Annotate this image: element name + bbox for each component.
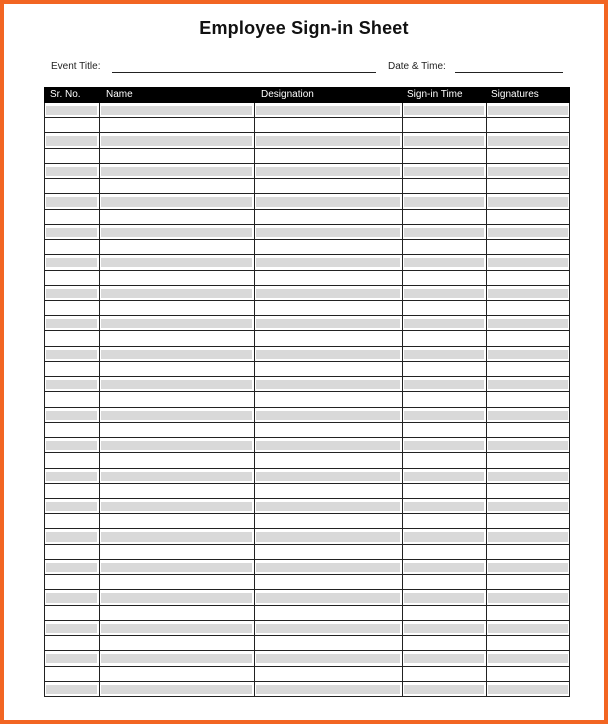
table-cell-name[interactable] [101, 106, 252, 115]
table-cell-sr-no[interactable] [46, 167, 97, 176]
table-cell-sign-in-time[interactable] [402, 392, 486, 407]
table-cell-sign-in-time[interactable] [404, 228, 484, 237]
table-cell-sign-in-time[interactable] [404, 563, 484, 572]
table-cell-sign-in-time[interactable] [402, 484, 486, 499]
table-cell-designation[interactable] [256, 380, 400, 389]
table-cell-sr-no[interactable] [46, 319, 97, 328]
table-cell-designation[interactable] [256, 319, 400, 328]
table-cell-name[interactable] [101, 532, 252, 541]
table-row [44, 636, 570, 651]
table-cell-name[interactable] [99, 667, 254, 682]
table-cell-signature[interactable] [486, 423, 570, 438]
table-cell-signature[interactable] [488, 350, 568, 359]
table-cell-signature[interactable] [486, 545, 570, 560]
table-cell-sr-no[interactable] [46, 106, 97, 115]
table-cell-name[interactable] [99, 331, 254, 346]
table-cell-sign-in-time[interactable] [402, 240, 486, 255]
table-cell-signature[interactable] [488, 167, 568, 176]
table-row [44, 560, 570, 575]
table-cell-signature[interactable] [486, 667, 570, 682]
table-cell-name[interactable] [101, 411, 252, 420]
table-cell-signature[interactable] [488, 136, 568, 145]
table-cell-sr-no[interactable] [44, 423, 99, 438]
table-row [44, 301, 570, 316]
table-cell-designation[interactable] [254, 331, 402, 346]
table-cell-sr-no[interactable] [44, 484, 99, 499]
table-cell-designation[interactable] [256, 441, 400, 450]
table-cell-name[interactable] [99, 423, 254, 438]
event-title-label: Event Title: [51, 61, 101, 72]
table-cell-sr-no[interactable] [46, 532, 97, 541]
table-row [44, 408, 570, 423]
table-cell-sign-in-time[interactable] [404, 350, 484, 359]
table-cell-sr-no[interactable] [46, 228, 97, 237]
table-cell-sr-no[interactable] [46, 593, 97, 602]
table-row [44, 423, 570, 438]
table-cell-name[interactable] [99, 606, 254, 621]
table-cell-sr-no[interactable] [46, 441, 97, 450]
table-cell-sr-no[interactable] [44, 392, 99, 407]
table-cell-sr-no[interactable] [46, 685, 97, 694]
table-cell-sr-no[interactable] [46, 197, 97, 206]
date-time-field[interactable] [388, 61, 446, 72]
table-cell-sr-no[interactable] [44, 545, 99, 560]
table-cell-designation[interactable] [254, 423, 402, 438]
table-cell-signature[interactable] [488, 472, 568, 481]
table-row [44, 225, 570, 240]
table-cell-name[interactable] [101, 654, 252, 663]
table-cell-sr-no[interactable] [44, 453, 99, 468]
table-cell-name[interactable] [101, 289, 252, 298]
table-cell-designation[interactable] [256, 472, 400, 481]
table-cell-designation[interactable] [254, 118, 402, 133]
table-cell-designation[interactable] [254, 484, 402, 499]
table-cell-name[interactable] [101, 319, 252, 328]
table-cell-signature[interactable] [488, 319, 568, 328]
table-cell-signature[interactable] [488, 106, 568, 115]
table-row [44, 545, 570, 560]
table-cell-designation[interactable] [254, 636, 402, 651]
table-cell-designation[interactable] [254, 271, 402, 286]
table-cell-sign-in-time[interactable] [404, 380, 484, 389]
table-cell-signature[interactable] [486, 210, 570, 225]
table-cell-sr-no[interactable] [46, 472, 97, 481]
table-cell-sign-in-time[interactable] [404, 319, 484, 328]
table-cell-sign-in-time[interactable] [402, 210, 486, 225]
table-cell-designation[interactable] [256, 563, 400, 572]
table-cell-sr-no[interactable] [46, 502, 97, 511]
table-row [44, 164, 570, 179]
table-cell-signature[interactable] [486, 301, 570, 316]
event-title-line[interactable] [112, 72, 376, 73]
table-cell-sign-in-time[interactable] [404, 593, 484, 602]
table-cell-designation[interactable] [256, 685, 400, 694]
table-cell-signature[interactable] [488, 624, 568, 633]
table-cell-name[interactable] [99, 362, 254, 377]
table-cell-signature[interactable] [486, 179, 570, 194]
table-cell-sr-no[interactable] [44, 240, 99, 255]
table-cell-signature[interactable] [488, 228, 568, 237]
table-cell-sign-in-time[interactable] [404, 624, 484, 633]
table-cell-sign-in-time[interactable] [402, 423, 486, 438]
table-cell-designation[interactable] [254, 149, 402, 164]
table-cell-sr-no[interactable] [44, 575, 99, 590]
column-divider [486, 103, 487, 697]
table-cell-designation[interactable] [256, 411, 400, 420]
table-row [44, 149, 570, 164]
table-cell-designation[interactable] [254, 575, 402, 590]
column-divider [99, 103, 100, 697]
table-cell-signature[interactable] [486, 453, 570, 468]
table-cell-sign-in-time[interactable] [402, 179, 486, 194]
table-cell-signature[interactable] [486, 575, 570, 590]
table-cell-designation[interactable] [254, 392, 402, 407]
table-cell-sign-in-time[interactable] [404, 654, 484, 663]
table-cell-sign-in-time[interactable] [402, 118, 486, 133]
table-cell-sign-in-time[interactable] [402, 636, 486, 651]
table-cell-signature[interactable] [488, 289, 568, 298]
table-cell-signature[interactable] [486, 636, 570, 651]
table-cell-name[interactable] [101, 593, 252, 602]
table-cell-signature[interactable] [488, 685, 568, 694]
table-cell-sign-in-time[interactable] [404, 258, 484, 267]
table-cell-signature[interactable] [488, 380, 568, 389]
col-header-sign-in-time: Sign-in Time [407, 89, 463, 100]
table-cell-sign-in-time[interactable] [402, 667, 486, 682]
table-cell-name[interactable] [99, 392, 254, 407]
table-cell-sr-no[interactable] [46, 563, 97, 572]
column-divider [569, 103, 570, 697]
table-cell-sign-in-time[interactable] [404, 532, 484, 541]
table-row [44, 255, 570, 270]
table-cell-name[interactable] [99, 301, 254, 316]
table-cell-sign-in-time[interactable] [402, 362, 486, 377]
table-row [44, 651, 570, 666]
table-cell-designation[interactable] [254, 667, 402, 682]
table-cell-designation[interactable] [254, 210, 402, 225]
table-cell-sr-no[interactable] [46, 411, 97, 420]
table-cell-sign-in-time[interactable] [404, 136, 484, 145]
event-title-field[interactable] [51, 61, 100, 72]
table-cell-name[interactable] [99, 210, 254, 225]
table-cell-sign-in-time[interactable] [402, 149, 486, 164]
col-header-designation: Designation [261, 89, 314, 100]
table-cell-designation[interactable] [256, 350, 400, 359]
table-cell-name[interactable] [99, 240, 254, 255]
table-cell-designation[interactable] [256, 502, 400, 511]
table-row [44, 271, 570, 286]
table-cell-sr-no[interactable] [44, 606, 99, 621]
table-cell-sr-no[interactable] [44, 118, 99, 133]
table-cell-signature[interactable] [488, 654, 568, 663]
table-cell-sr-no[interactable] [44, 179, 99, 194]
table-cell-sr-no[interactable] [44, 301, 99, 316]
table-row [44, 453, 570, 468]
table-cell-name[interactable] [99, 545, 254, 560]
table-cell-sr-no[interactable] [44, 362, 99, 377]
table-cell-name[interactable] [99, 514, 254, 529]
table-cell-sign-in-time[interactable] [404, 197, 484, 206]
table-cell-designation[interactable] [256, 197, 400, 206]
table-cell-signature[interactable] [486, 118, 570, 133]
table-cell-sign-in-time[interactable] [404, 685, 484, 694]
table-cell-signature[interactable] [486, 271, 570, 286]
table-cell-sr-no[interactable] [44, 514, 99, 529]
table-row [44, 529, 570, 544]
table-cell-sign-in-time[interactable] [402, 301, 486, 316]
table-row [44, 499, 570, 514]
table-cell-name[interactable] [101, 197, 252, 206]
table-row [44, 621, 570, 636]
table-cell-designation[interactable] [254, 545, 402, 560]
page-title: Employee Sign-in Sheet [199, 18, 409, 38]
table-row [44, 103, 570, 118]
table-cell-sr-no[interactable] [46, 654, 97, 663]
table-cell-signature[interactable] [486, 606, 570, 621]
table-cell-sign-in-time[interactable] [402, 545, 486, 560]
table-cell-name[interactable] [101, 136, 252, 145]
table-cell-designation[interactable] [254, 362, 402, 377]
table-cell-signature[interactable] [486, 362, 570, 377]
table-cell-signature[interactable] [486, 149, 570, 164]
col-header-sr-no: Sr. No. [50, 89, 81, 100]
table-cell-sr-no[interactable] [46, 289, 97, 298]
table-cell-signature[interactable] [488, 563, 568, 572]
table-cell-designation[interactable] [254, 514, 402, 529]
table-cell-designation[interactable] [256, 532, 400, 541]
table-cell-signature[interactable] [486, 331, 570, 346]
table-row [44, 469, 570, 484]
table-row [44, 240, 570, 255]
table-row [44, 606, 570, 621]
table-row [44, 331, 570, 346]
table-row [44, 438, 570, 453]
table-cell-signature[interactable] [488, 532, 568, 541]
table-cell-sr-no[interactable] [46, 350, 97, 359]
table-cell-sr-no[interactable] [46, 380, 97, 389]
table-cell-sign-in-time[interactable] [404, 411, 484, 420]
table-cell-name[interactable] [101, 624, 252, 633]
sign-in-table [44, 103, 570, 697]
table-cell-sign-in-time[interactable] [404, 472, 484, 481]
table-cell-name[interactable] [99, 149, 254, 164]
table-cell-designation[interactable] [256, 593, 400, 602]
column-divider [402, 103, 403, 697]
table-cell-sign-in-time[interactable] [404, 441, 484, 450]
table-row [44, 514, 570, 529]
table-cell-signature[interactable] [486, 514, 570, 529]
table-cell-sign-in-time[interactable] [402, 453, 486, 468]
table-cell-sr-no[interactable] [44, 149, 99, 164]
table-cell-sr-no[interactable] [44, 210, 99, 225]
table-cell-sr-no[interactable] [46, 258, 97, 267]
table-row [44, 590, 570, 605]
table-row [44, 316, 570, 331]
table-cell-sr-no[interactable] [44, 331, 99, 346]
table-cell-sign-in-time[interactable] [402, 514, 486, 529]
table-cell-designation[interactable] [256, 136, 400, 145]
table-cell-signature[interactable] [488, 411, 568, 420]
table-cell-name[interactable] [101, 258, 252, 267]
col-header-name: Name [106, 89, 133, 100]
table-cell-name[interactable] [101, 563, 252, 572]
table-cell-designation[interactable] [254, 453, 402, 468]
table-cell-name[interactable] [99, 271, 254, 286]
table-cell-sign-in-time[interactable] [404, 502, 484, 511]
table-header [44, 87, 570, 103]
date-time-line[interactable] [455, 72, 563, 73]
table-cell-sign-in-time[interactable] [402, 271, 486, 286]
table-row [44, 362, 570, 377]
table-cell-name[interactable] [101, 167, 252, 176]
table-row [44, 210, 570, 225]
table-cell-name[interactable] [101, 228, 252, 237]
table-cell-sign-in-time[interactable] [402, 331, 486, 346]
table-cell-designation[interactable] [256, 106, 400, 115]
table-row [44, 194, 570, 209]
column-divider [44, 103, 45, 697]
table-cell-signature[interactable] [486, 392, 570, 407]
table-cell-sign-in-time[interactable] [404, 167, 484, 176]
table-cell-designation[interactable] [256, 624, 400, 633]
table-cell-sr-no[interactable] [44, 636, 99, 651]
table-cell-signature[interactable] [486, 240, 570, 255]
table-cell-signature[interactable] [486, 484, 570, 499]
table-row [44, 667, 570, 682]
table-cell-designation[interactable] [256, 228, 400, 237]
table-cell-designation[interactable] [256, 258, 400, 267]
table-row [44, 377, 570, 392]
table-cell-name[interactable] [99, 636, 254, 651]
table-cell-designation[interactable] [254, 179, 402, 194]
table-cell-name[interactable] [99, 453, 254, 468]
table-cell-name[interactable] [101, 472, 252, 481]
table-row [44, 392, 570, 407]
table-cell-name[interactable] [99, 575, 254, 590]
table-cell-name[interactable] [101, 380, 252, 389]
table-row [44, 575, 570, 590]
table-cell-sign-in-time[interactable] [404, 106, 484, 115]
table-cell-name[interactable] [101, 685, 252, 694]
table-cell-signature[interactable] [488, 441, 568, 450]
table-cell-designation[interactable] [254, 301, 402, 316]
table-cell-sr-no[interactable] [44, 667, 99, 682]
col-header-signatures: Signatures [491, 89, 539, 100]
table-cell-designation[interactable] [256, 289, 400, 298]
date-time-label: Date & Time: [388, 61, 446, 72]
table-cell-sr-no[interactable] [46, 136, 97, 145]
table-cell-name[interactable] [101, 441, 252, 450]
table-cell-signature[interactable] [488, 258, 568, 267]
table-cell-designation[interactable] [256, 654, 400, 663]
table-cell-sign-in-time[interactable] [402, 606, 486, 621]
table-cell-sign-in-time[interactable] [404, 289, 484, 298]
table-cell-name[interactable] [101, 502, 252, 511]
table-row [44, 179, 570, 194]
table-cell-name[interactable] [99, 118, 254, 133]
column-divider [254, 103, 255, 697]
table-cell-name[interactable] [101, 350, 252, 359]
table-row [44, 133, 570, 148]
table-cell-name[interactable] [99, 179, 254, 194]
table-cell-sr-no[interactable] [44, 271, 99, 286]
table-cell-name[interactable] [99, 484, 254, 499]
table-row [44, 682, 570, 697]
table-cell-sr-no[interactable] [46, 624, 97, 633]
table-cell-designation[interactable] [254, 240, 402, 255]
table-cell-signature[interactable] [488, 197, 568, 206]
table-cell-sign-in-time[interactable] [402, 575, 486, 590]
table-cell-designation[interactable] [256, 167, 400, 176]
table-row [44, 118, 570, 133]
table-row [44, 484, 570, 499]
table-cell-signature[interactable] [488, 502, 568, 511]
table-row [44, 347, 570, 362]
table-row [44, 286, 570, 301]
table-cell-designation[interactable] [254, 606, 402, 621]
table-cell-signature[interactable] [488, 593, 568, 602]
